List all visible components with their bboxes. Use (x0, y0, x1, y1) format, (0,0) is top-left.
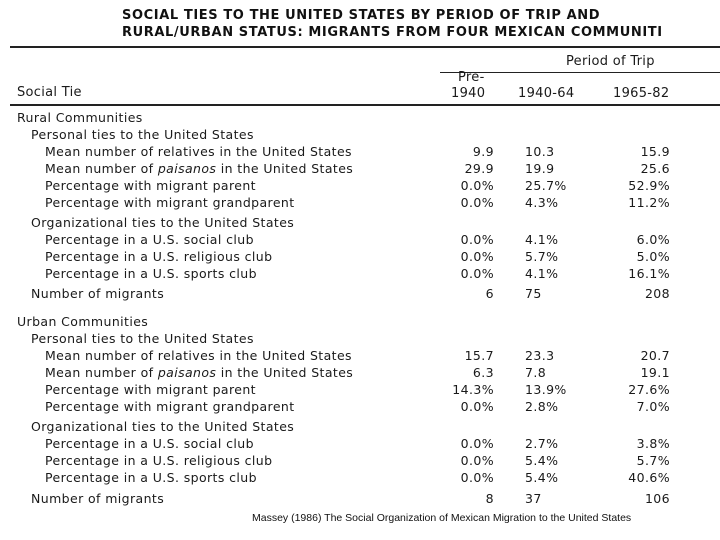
cell-pre1940: 6 (485, 286, 494, 301)
cell-1940-64: 75 (525, 286, 542, 301)
row-label: Percentage in a U.S. social club (45, 436, 254, 451)
cell-1940-64: 37 (525, 491, 542, 506)
col-pre1940-line2: 1940 (451, 86, 486, 101)
cell-1940-64: 10.3 (525, 144, 555, 159)
table-row (0, 195, 720, 212)
cell-pre1940: 0.0% (460, 453, 494, 468)
row-label: Mean number of paisanos in the United States (45, 161, 354, 176)
row-label: Mean number of relatives in the United States (45, 144, 352, 159)
table-row (0, 436, 720, 453)
cell-1940-64: 5.7% (525, 249, 559, 264)
row-label: Percentage in a U.S. social club (45, 232, 254, 247)
cell-pre1940: 0.0% (460, 249, 494, 264)
cell-1965-82: 27.6% (628, 382, 670, 397)
row-label: Organizational ties to the United States (31, 215, 295, 230)
cell-1940-64: 7.8 (525, 365, 547, 380)
table-row (0, 161, 720, 178)
row-label: Percentage in a U.S. sports club (45, 470, 257, 485)
cell-pre1940: 0.0% (460, 178, 494, 193)
cell-1965-82: 20.7 (640, 348, 670, 363)
cell-1965-82: 208 (644, 286, 670, 301)
table-title-line-2: RURAL/URBAN STATUS: MIGRANTS FROM FOUR MEXICAN COMMUNITI (122, 25, 663, 40)
row-label: Percentage with migrant grandparent (45, 195, 295, 210)
table-row (0, 314, 720, 331)
col-pre1940-line1: Pre- (458, 70, 485, 85)
table-row (0, 365, 720, 382)
cell-pre1940: 9.9 (472, 144, 494, 159)
cell-1965-82: 11.2% (628, 195, 670, 210)
cell-1965-82: 16.1% (628, 266, 670, 281)
table-row (0, 348, 720, 365)
cell-1940-64: 4.3% (525, 195, 559, 210)
cell-1940-64: 2.7% (525, 436, 559, 451)
row-label: Percentage in a U.S. religious club (45, 453, 273, 468)
row-label: Urban Communities (17, 314, 149, 329)
cell-1965-82: 52.9% (628, 178, 670, 193)
header-rule (10, 104, 720, 106)
cell-1940-64: 2.8% (525, 399, 559, 414)
cell-1940-64: 23.3 (525, 348, 555, 363)
table-row (0, 178, 720, 195)
cell-pre1940: 0.0% (460, 195, 494, 210)
cell-1965-82: 5.0% (636, 249, 670, 264)
cell-1965-82: 106 (644, 491, 670, 506)
table-title-line-1: SOCIAL TIES TO THE UNITED STATES BY PERIOD OF TRIP AND (122, 8, 601, 23)
table-row (0, 127, 720, 144)
table-row (0, 419, 720, 436)
table-row (0, 144, 720, 161)
period-of-trip-header: Period of Trip (566, 54, 655, 69)
table-row (0, 215, 720, 232)
table-row (0, 232, 720, 249)
row-label: Personal ties to the United States (31, 331, 254, 346)
cell-1965-82: 6.0% (636, 232, 670, 247)
source-caption: Massey (1986) The Social Organization of Mexican Migration to the United States (252, 512, 632, 524)
top-rule (10, 46, 720, 48)
cell-pre1940: 0.0% (460, 232, 494, 247)
cell-1940-64: 25.7% (525, 178, 567, 193)
row-label: Percentage with migrant parent (45, 382, 256, 397)
row-label: Organizational ties to the United States (31, 419, 295, 434)
cell-pre1940: 15.7 (464, 348, 494, 363)
cell-pre1940: 6.3 (472, 365, 494, 380)
table-row (0, 470, 720, 487)
table-row (0, 399, 720, 416)
table-row (0, 453, 720, 470)
cell-1940-64: 19.9 (525, 161, 555, 176)
cell-1965-82: 40.6% (628, 470, 670, 485)
row-label: Number of migrants (31, 286, 165, 301)
row-label: Number of migrants (31, 491, 165, 506)
col-1940-64: 1940-64 (518, 86, 575, 101)
cell-pre1940: 14.3% (452, 382, 494, 397)
table-row (0, 331, 720, 348)
table-row (0, 249, 720, 266)
cell-1940-64: 5.4% (525, 453, 559, 468)
row-label: Personal ties to the United States (31, 127, 254, 142)
table-row (0, 286, 720, 303)
cell-pre1940: 29.9 (464, 161, 494, 176)
row-label: Percentage with migrant grandparent (45, 399, 295, 414)
social-tie-header: Social Tie (17, 85, 82, 100)
cell-1965-82: 25.6 (640, 161, 670, 176)
cell-1940-64: 5.4% (525, 470, 559, 485)
cell-pre1940: 0.0% (460, 470, 494, 485)
cell-1965-82: 19.1 (640, 365, 670, 380)
cell-1965-82: 3.8% (636, 436, 670, 451)
cell-1940-64: 13.9% (525, 382, 567, 397)
cell-pre1940: 8 (485, 491, 494, 506)
row-label: Mean number of paisanos in the United States (45, 365, 354, 380)
table-row (0, 266, 720, 283)
cell-1940-64: 4.1% (525, 266, 559, 281)
row-label: Mean number of relatives in the United States (45, 348, 352, 363)
cell-pre1940: 0.0% (460, 266, 494, 281)
table-row (0, 382, 720, 399)
row-label: Percentage in a U.S. sports club (45, 266, 257, 281)
table-row (0, 110, 720, 127)
cell-pre1940: 0.0% (460, 436, 494, 451)
table-row (0, 491, 720, 508)
cell-1965-82: 5.7% (636, 453, 670, 468)
cell-pre1940: 0.0% (460, 399, 494, 414)
cell-1965-82: 15.9 (640, 144, 670, 159)
row-label: Percentage with migrant parent (45, 178, 256, 193)
cell-1965-82: 7.0% (636, 399, 670, 414)
col-1965-82: 1965-82 (613, 86, 670, 101)
cell-1940-64: 4.1% (525, 232, 559, 247)
row-label: Percentage in a U.S. religious club (45, 249, 273, 264)
row-label: Rural Communities (17, 110, 143, 125)
